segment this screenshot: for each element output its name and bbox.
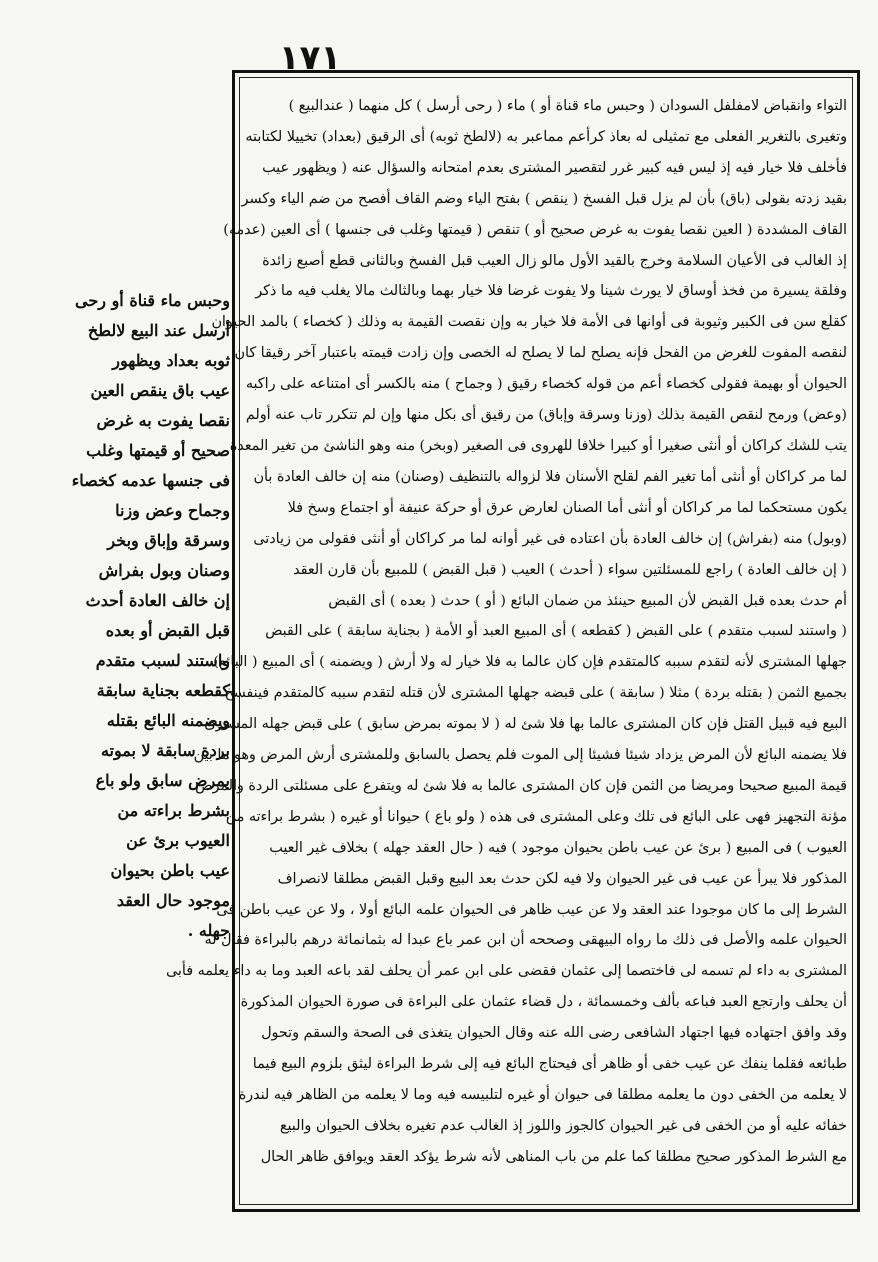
margin-line: وسرقة وإباق وبخر <box>107 531 230 550</box>
text-line: المشترى به داء لم تسمه لى فاختصما إلى عثمان فقضى على ابن عمر أن يحلف لقد باعه العبد وما به داء يعلمه فأبى <box>165 963 847 980</box>
text-line: بجميع الثمن ( بقتله بردة ) مثلا ( سابقة ) على قبضه جهلها المشترى لأن قتله لتقدم سببه كالمتقدم فينفسخ <box>224 685 847 702</box>
text-line: أم حدث بعده قبل القبض لأن المبيع حينئذ من ضمان البائع ( أو ) حدث ( بعده ) أى القبض <box>328 592 847 609</box>
margin-line: جهله . <box>187 921 230 940</box>
text-line: طبائعه فقلما ينفك عن عيب خفى أو ظاهر أى فيحتاج البائع فيه إلى شرط البراءة ليثق بلزوم البيع فيما <box>252 1056 847 1073</box>
text-line: فأخلف فلا خيار فيه إذ ليس فيه كبير غرر لتقصير المشترى بعدم امتحانه والسؤال عنه ( ويظهور عيب <box>262 159 847 176</box>
text-line: وفلقة يسيرة من فخذ أوساق لا يورث شينا ولا يفوت غرضا فلا خيار بهما وبالثالث مالا يغلب فيه ما ذكر <box>255 283 847 300</box>
text-line: خفائه عليه أو من الخفى فى غير الحيوان كالجوز واللوز إذ الغالب عدم تغيره بخلاف الحيوان والبيع <box>279 1117 847 1134</box>
margin-line: نقصا يفوت به غرض <box>96 411 230 430</box>
margin-line: بمرض سابق ولو باع <box>95 771 230 790</box>
margin-line: عيب باطن بحيوان <box>110 861 230 880</box>
margin-line: ثوبه بعداد ويظهور <box>112 351 230 370</box>
margin-line: كقطعه بجناية سابقة <box>96 681 230 700</box>
margin-line: العيوب برئ عن <box>126 831 230 850</box>
margin-line: قبل القبض أو بعده <box>105 621 230 640</box>
text-line: القاف المشددة ( العين نقصا يفوت به غرض صحيح أو ) تنقص ( قيمتها وغلب فى جنسها ) أى العين (عدمه) <box>223 221 847 238</box>
text-line: قيمة المبيع صحيحا ومريضا من الثمن فإن كان المشترى عالما به فلا شئ له ويتفرع على مسئلتى الردة والمرض <box>195 777 847 794</box>
text-line: كقلع سن فى الكبير وثيوبة فى أوانها فى الأمة فلا خيار به وإن نقصت القيمة به وذلك ( كخصاء ) بالمد الحيوان <box>211 314 847 331</box>
text-line: لنقصه المفوت للغرض من الفحل فإنه يصلح لما لا يصلح له الخصى وإن زادت قيمته باعتبار آخر رقيقا كان <box>234 345 847 362</box>
margin-gloss <box>71 286 230 946</box>
text-line: العيوب ) فى المبيع ( برئ عن عيب باطن بحيوان موجود ) فيه ( حال العقد جهله ) بخلاف غير العيب <box>269 839 847 856</box>
text-line: إذ الغالب فى الأعيان السلامة وخرج بالقيد الأول مالو زال العيب قبل الفسخ وبالثانى قطع أصبع زائدة <box>262 252 847 269</box>
text-line: الحيوان علمه والأصل فى ذلك ما رواه البيهقى وصححه أن ابن عمر باع عبدا له بثمانمائة درهم بالبراءة فقال له <box>204 932 847 949</box>
margin-line: فى جنسها عدمه كخصاء <box>71 471 230 490</box>
margin-line: صحيح أو قيمتها وغلب <box>86 441 230 460</box>
text-line: وقد وافق اجتهاده فيها اجتهاد الشافعى رضى الله عنه وقال الحيوان يتغذى فى الصحة والسقم وتحول <box>261 1025 847 1042</box>
margin-line: أرسل عند البيع لالطخ <box>87 321 230 340</box>
text-line: مع الشرط المذكور صحيح مطلقا كما علم من باب المناهى لأنه شرط يؤكد العقد ويوافق ظاهر الحال <box>260 1148 847 1165</box>
text-line: (وعض) ورمح لنقص القيمة بذلك (وزنا وسرقة وإباق) من رقيق أى بكل منها وإن لم تتكرر تاب عنه أولم <box>245 407 847 424</box>
margin-line: موجود حال العقد <box>116 891 230 910</box>
text-line: بقيد زدته بقولى (باق) بأن لم يزل قبل الفسخ ( ينقص ) بفتح الياء وضم القاف أفصح من ضم الياء وكسر <box>241 190 847 207</box>
margin-line: بردة سابقة لا بموته <box>100 741 230 760</box>
text-line: مؤنة التجهيز فهى على البائع فى تلك وعلى المشترى فى هذه ( ولو باع ) حيوانا أو غيره ( بشرط براءته من <box>225 808 847 825</box>
margin-line: ويضمنه البائع بقتله <box>106 711 230 730</box>
margin-line: إن خالف العادة أحدث <box>85 591 230 610</box>
text-line: يكون مستحكما لما مر كراكان أو أنثى أما الصنان لعارض عرق أو حركة عنيفة أو اجتماع وسخ فلا <box>287 499 847 516</box>
text-line: جهلها المشترى لأنه لتقدم سببه كالمتقدم فإن كان عالما به فلا خيار له ولا أرش ( ويضمنه ) أى المبيع ( البائع) <box>213 654 847 671</box>
text-line: يتب للشك كراكان أو أنثى صغيرا أو كبيرا خلافا للهروى فى الصغير (وبخر) منه وهو الناشئ من تغير المعدة <box>229 437 847 454</box>
text-line: فلا يضمنه البائع لأن المرض يزداد شيئا فشيئا إلى الموت فلم يحصل بالسابق وللمشترى أرش المرض وهو ما بين <box>193 747 847 764</box>
text-line: المذكور فلا يبرأ عن عيب فى غير الحيوان ولا فيه لكن حدث بعد البيع وقبل القبض مطلقا لانصراف <box>277 870 847 887</box>
text-line: التواء وانقباض لامفلفل السودان ( وحبس ماء قناة أو ) ماء ( رحى أرسل ) كل منهما ( عندالبيع ) <box>288 98 847 114</box>
margin-line: بشرط براءته من <box>117 801 230 820</box>
text-line: وتغيرى بالتغرير الفعلى مع تمثيلى له بعاذ كرأعم مماعبر به (لالطخ ثوبه) أى الرقيق (بعداد) تخييلا لكتابته <box>245 128 847 145</box>
text-line: لا يعلمه من الخفى دون ما يعلمه مطلقا فى حيوان أو غيره لتلبيسه فيه وما لا يعلمه من الظاهر فيه لندرة <box>238 1087 847 1103</box>
text-line: الحيوان أو بهيمة فقولى كخصاء أعم من قوله كخصاء رقيق ( وجماح ) منه بالكسر أى امتناعه على راكبه <box>245 376 847 393</box>
text-line: ( واستند لسبب متقدم ) على القبض ( كقطعه ) أى المبيع العبد أو الأمة ( بجناية سابقة ) على القبض <box>265 623 847 640</box>
margin-line: وحبس ماء قناة أو رحى <box>75 291 230 310</box>
margin-line: وصنان وبول بفراش <box>98 561 230 580</box>
text-line: أن يحلف وارتجع العبد فباعه بألف وخمسمائة ، دل قضاء عثمان على البراءة فى صورة الحيوان المذكورة <box>240 994 847 1011</box>
text-line: لما مر كراكان أو أنثى أما تغير الفم لقلح الأسنان فلا لزواله بالتنظيف (وصنان) منه إن خالف العادة بأن <box>253 468 847 485</box>
margin-line: عيب باق ينقص العين <box>90 381 230 400</box>
margin-line: واستند لسبب متقدم <box>95 651 230 670</box>
text-line: الشرط إلى ما كان موجودا عند العقد ولا عن عيب ظاهر فى الحيوان علمه البائع أولا ، ولا عن عيب باطن فى <box>216 901 847 918</box>
text-line: البيع فيه قبيل القتل فإن كان المشترى عالما بها فلا شئ له ( لا بموته بمرض سابق ) على قبض جهله المشترى <box>204 716 847 733</box>
page-number: ١٧١ <box>278 38 342 78</box>
margin-line: وجماح وعض وزنا <box>115 501 230 520</box>
text-line: ( إن خالف العادة ) راجع للمسئلتين سواء ( أحدث ) العيب ( قبل القبض ) للمبيع بأن قارن العقد <box>293 561 847 578</box>
text-line: (وبول) منه (بفراش) إن خالف العادة بأن اعتاده فى غير أوانه لما مر كراكان أو أنثى فقولى من زيادتى <box>253 530 847 547</box>
